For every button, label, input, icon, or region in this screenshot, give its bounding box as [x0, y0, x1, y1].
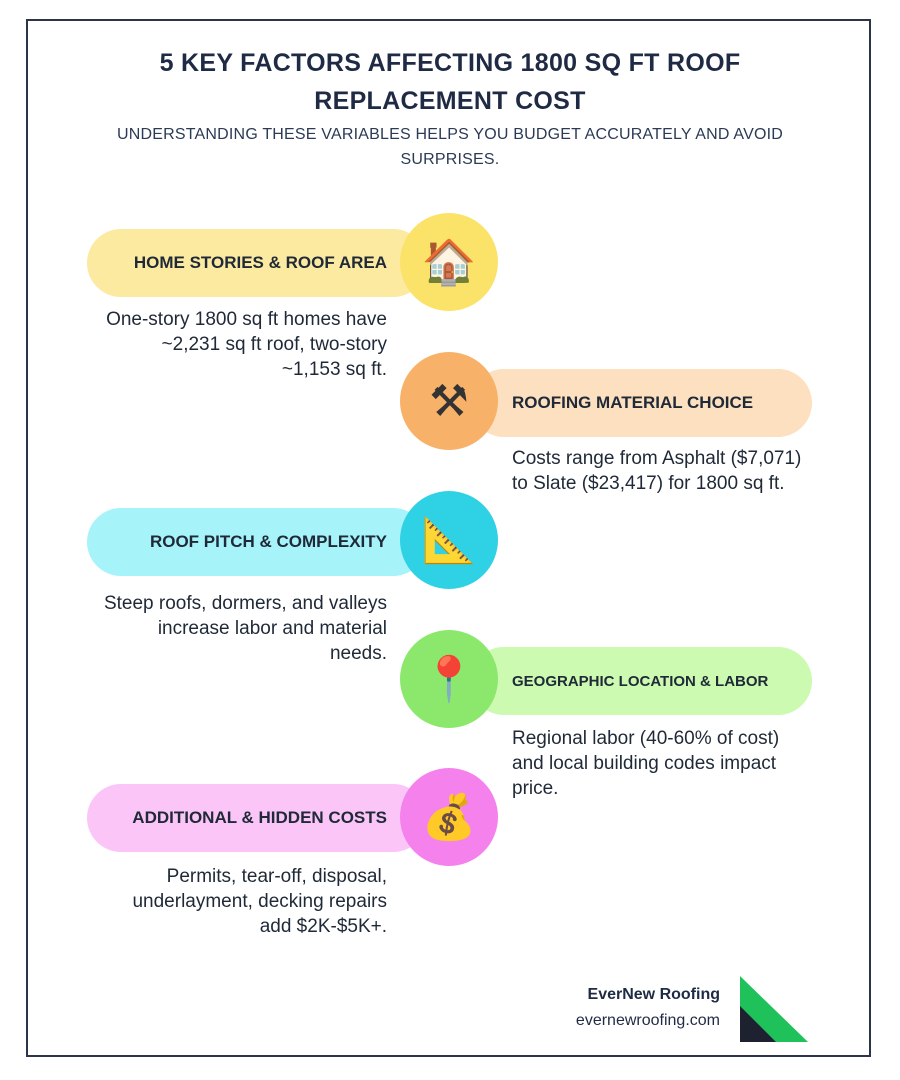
money-bag-glyph: 💰: [421, 792, 477, 843]
factor-label: ADDITIONAL & HIDDEN COSTS: [132, 808, 387, 827]
house-glyph: 🏠: [421, 237, 477, 288]
tools-glyph: ⚒: [429, 375, 469, 427]
factor-label-pill: [87, 229, 427, 297]
pin-glyph: 📍: [421, 654, 477, 705]
title-line-1: 5 KEY FACTORS AFFECTING 1800 SQ FT ROOF: [159, 49, 741, 77]
factor-label-pill: [87, 508, 427, 576]
house-icon: [400, 213, 498, 311]
factor-label: GEOGRAPHIC LOCATION & LABOR: [512, 672, 769, 690]
triangle-ruler-glyph: 📐: [421, 515, 477, 566]
factor-label: ROOF PITCH & COMPLEXITY: [149, 532, 387, 551]
factor-label-pill: [87, 784, 427, 852]
page-subtitle: UNDERSTANDING THESE VARIABLES HELPS YOU BUDGET ACCURATELY AND AVOID SURPRISES.: [116, 126, 784, 168]
money-bag-icon: [400, 768, 498, 866]
triangle-ruler-icon: [400, 491, 498, 589]
factor-label-pill: [470, 369, 812, 437]
factor-description: Steep roofs, dormers, and valleys increase labor and material needs.: [103, 593, 387, 664]
pin-icon: [400, 630, 498, 728]
factor-label-pill: [470, 647, 812, 715]
factor-description: One-story 1800 sq ft homes have ~2,231 sq ft roof, two-story ~1,153 sq ft.: [106, 309, 387, 380]
brand-url: evernewroofing.com: [575, 1012, 720, 1029]
factor-description: Permits, tear-off, disposal, underlayment, decking repairs add $2K-$5K+.: [132, 866, 387, 937]
factor-label: HOME STORIES & ROOF AREA: [133, 253, 387, 272]
tools-icon: [400, 352, 498, 450]
page-title: [0, 44, 900, 120]
brand-logo-icon: [740, 976, 808, 1042]
factor-description: Costs range from Asphalt ($7,071) to Slate ($23,417) for 1800 sq ft.: [512, 448, 802, 494]
factor-label: ROOFING MATERIAL CHOICE: [512, 393, 754, 412]
title-line-2: REPLACEMENT COST: [314, 87, 586, 115]
brand-name: EverNew Roofing: [587, 986, 720, 1003]
factor-description: Regional labor (40-60% of cost) and local building codes impact price.: [512, 728, 780, 799]
